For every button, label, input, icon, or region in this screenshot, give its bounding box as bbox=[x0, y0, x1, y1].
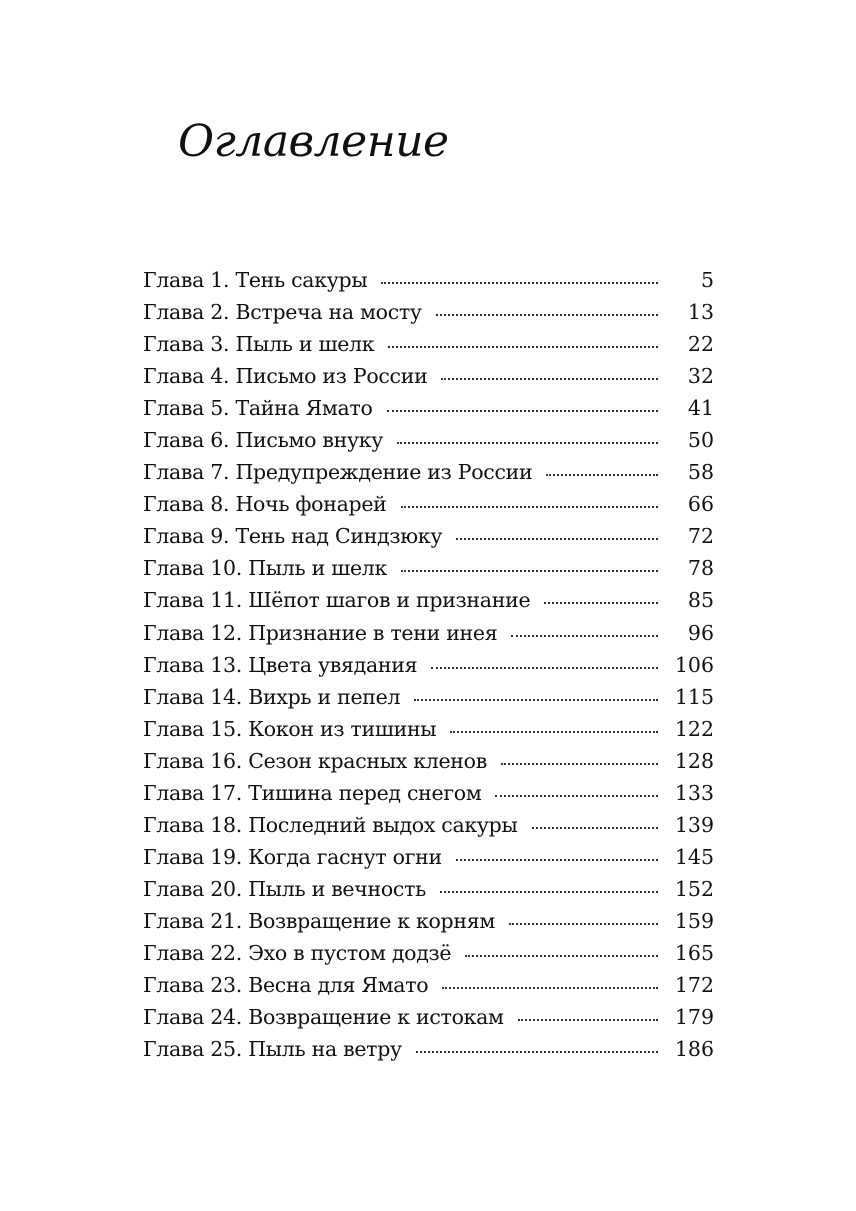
toc-entry-title: Глава 1. Тень сакуры bbox=[143, 268, 368, 292]
toc-entry bbox=[143, 777, 714, 809]
table-of-contents bbox=[143, 264, 714, 1065]
toc-entry-page-number: 32 bbox=[687, 364, 714, 389]
dot-leader bbox=[465, 955, 658, 957]
page-title: Оглавление bbox=[178, 116, 449, 167]
toc-entry-page-number: 41 bbox=[687, 396, 714, 421]
toc-entry bbox=[143, 937, 714, 969]
toc-entry-title: Глава 17. Тишина перед снегом bbox=[143, 780, 482, 805]
toc-entry bbox=[143, 392, 714, 424]
toc-entry-title: Глава 8. Ночь фонарей bbox=[143, 492, 387, 517]
toc-entry-page-number: 145 bbox=[674, 844, 714, 869]
dot-leader bbox=[544, 602, 658, 604]
dot-leader bbox=[495, 795, 658, 797]
toc-entry bbox=[143, 360, 714, 392]
toc-entry-page-number: 66 bbox=[687, 492, 714, 517]
dot-leader bbox=[501, 763, 658, 765]
toc-entry-page-number: 179 bbox=[674, 1005, 714, 1030]
toc-entry bbox=[143, 584, 714, 616]
toc-entry-title: Глава 16. Сезон красных кленов bbox=[143, 748, 487, 773]
dot-leader bbox=[450, 731, 658, 733]
toc-entry bbox=[143, 969, 714, 1001]
dot-leader bbox=[388, 346, 658, 348]
toc-entry bbox=[143, 713, 714, 745]
dot-leader bbox=[416, 1051, 658, 1053]
toc-entry-title: Глава 22. Эхо в пустом додзё bbox=[143, 940, 452, 965]
toc-entry-page-number: 106 bbox=[674, 652, 714, 677]
dot-leader bbox=[440, 891, 658, 893]
toc-entry-title: Глава 7. Предупреждение из России bbox=[143, 460, 533, 485]
toc-entry bbox=[143, 488, 714, 520]
toc-entry-title: Глава 23. Весна для Ямато bbox=[143, 973, 429, 998]
toc-entry-page-number: 172 bbox=[674, 973, 714, 998]
toc-entry bbox=[143, 456, 714, 488]
toc-entry bbox=[143, 264, 714, 296]
dot-leader bbox=[509, 923, 658, 925]
toc-entry-title: Глава 5. Тайна Ямато bbox=[143, 396, 373, 421]
toc-entry-title: Глава 12. Признание в тени инея bbox=[143, 620, 498, 645]
toc-entry-page-number: 139 bbox=[674, 812, 714, 837]
dot-leader bbox=[431, 667, 658, 669]
toc-entry-page-number: 122 bbox=[674, 716, 714, 741]
toc-entry bbox=[143, 552, 714, 584]
toc-entry-title: Глава 9. Тень над Синдзюку bbox=[143, 524, 443, 549]
toc-entry bbox=[143, 905, 714, 937]
dot-leader bbox=[532, 827, 658, 829]
toc-entry bbox=[143, 745, 714, 777]
toc-entry bbox=[143, 424, 714, 456]
toc-entry-title: Глава 15. Кокон из тишины bbox=[143, 716, 437, 741]
toc-entry-page-number: 115 bbox=[674, 684, 714, 709]
toc-entry-page-number: 186 bbox=[674, 1037, 714, 1062]
toc-entry bbox=[143, 328, 714, 360]
toc-entry-page-number: 5 bbox=[700, 268, 714, 292]
toc-entry-page-number: 72 bbox=[687, 524, 714, 549]
toc-entry-title: Глава 24. Возвращение к истокам bbox=[143, 1005, 504, 1030]
dot-leader bbox=[401, 570, 658, 572]
dot-leader bbox=[387, 410, 658, 412]
toc-entry bbox=[143, 296, 714, 328]
dot-leader bbox=[546, 474, 658, 476]
toc-entry-page-number: 159 bbox=[674, 908, 714, 933]
dot-leader bbox=[511, 635, 658, 637]
toc-entry-title: Глава 13. Цвета увядания bbox=[143, 652, 418, 677]
dot-leader bbox=[381, 282, 658, 284]
toc-entry-title: Глава 18. Последний выдох сакуры bbox=[143, 812, 518, 837]
toc-entry bbox=[143, 520, 714, 552]
toc-entry-page-number: 128 bbox=[674, 748, 714, 773]
toc-entry bbox=[143, 681, 714, 713]
toc-entry-page-number: 133 bbox=[674, 780, 714, 805]
toc-entry-title: Глава 3. Пыль и шелк bbox=[143, 332, 375, 357]
toc-entry-page-number: 22 bbox=[687, 332, 714, 357]
dot-leader bbox=[456, 859, 658, 861]
toc-entry-title: Глава 14. Вихрь и пепел bbox=[143, 684, 401, 709]
dot-leader bbox=[401, 506, 658, 508]
toc-entry bbox=[143, 841, 714, 873]
toc-entry-title: Глава 11. Шёпот шагов и признание bbox=[143, 588, 531, 613]
toc-entry-title: Глава 25. Пыль на ветру bbox=[143, 1037, 402, 1062]
toc-entry-page-number: 58 bbox=[687, 460, 714, 485]
toc-entry bbox=[143, 649, 714, 681]
toc-entry-page-number: 78 bbox=[687, 556, 714, 581]
toc-entry-title: Глава 6. Письмо внуку bbox=[143, 428, 384, 453]
toc-entry bbox=[143, 809, 714, 841]
toc-entry-title: Глава 19. Когда гаснут огни bbox=[143, 844, 442, 869]
toc-entry-title: Глава 4. Письмо из России bbox=[143, 364, 428, 389]
toc-entry-page-number: 96 bbox=[687, 620, 714, 645]
toc-entry bbox=[143, 873, 714, 905]
dot-leader bbox=[518, 1019, 658, 1021]
toc-entry-title: Глава 10. Пыль и шелк bbox=[143, 556, 388, 581]
toc-entry bbox=[143, 1001, 714, 1033]
dot-leader bbox=[441, 378, 658, 380]
toc-entry bbox=[143, 1033, 714, 1065]
dot-leader bbox=[436, 314, 658, 316]
toc-entry-page-number: 165 bbox=[674, 940, 714, 965]
toc-entry-page-number: 13 bbox=[687, 300, 714, 325]
toc-entry-title: Глава 21. Возвращение к корням bbox=[143, 908, 496, 933]
toc-entry-page-number: 152 bbox=[674, 876, 714, 901]
toc-entry-title: Глава 2. Встреча на мосту bbox=[143, 300, 422, 325]
dot-leader bbox=[397, 442, 658, 444]
dot-leader bbox=[414, 699, 658, 701]
toc-entry-page-number: 85 bbox=[687, 588, 714, 613]
toc-entry-page-number: 50 bbox=[687, 428, 714, 453]
toc-entry bbox=[143, 617, 714, 649]
toc-entry-title: Глава 20. Пыль и вечность bbox=[143, 876, 427, 901]
dot-leader bbox=[442, 987, 658, 989]
dot-leader bbox=[456, 538, 658, 540]
